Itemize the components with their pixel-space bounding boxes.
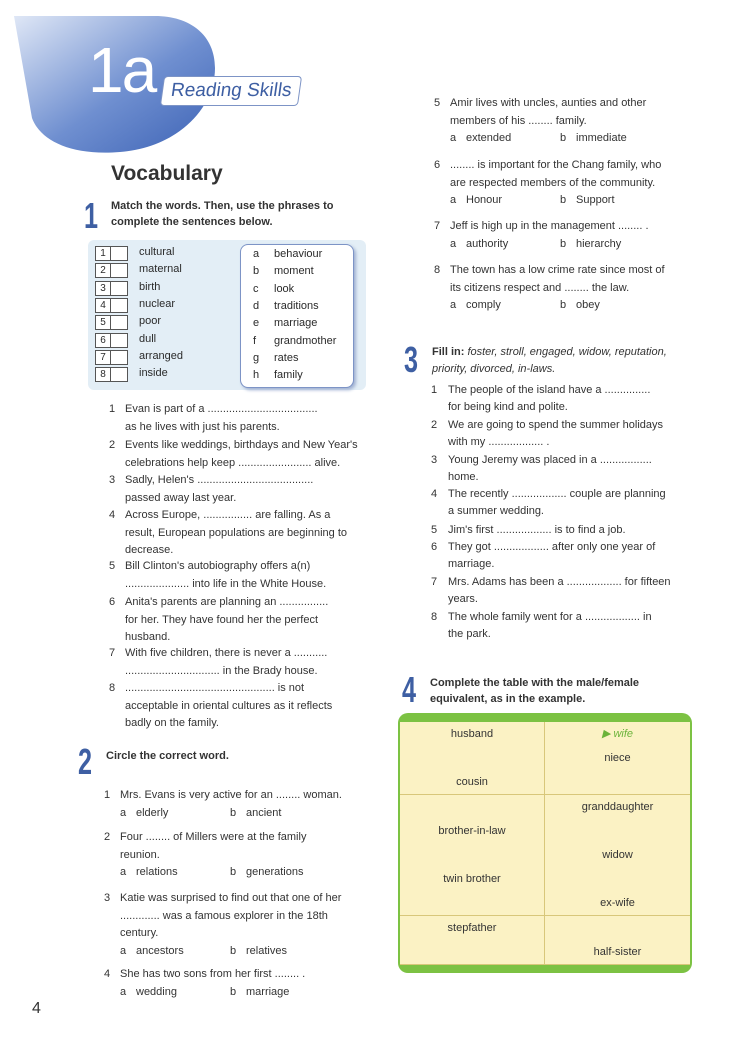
example-arrow-icon: ▶ <box>601 728 611 740</box>
item-text: a summer wedding. <box>448 505 544 517</box>
item-text: husband. <box>125 631 171 643</box>
option-a-text: Honour <box>466 194 503 206</box>
match-phrase: traditions <box>274 299 319 312</box>
option-b-text: relatives <box>246 944 287 957</box>
item-number: 2 <box>104 831 111 843</box>
option-b-text: obey <box>576 299 600 311</box>
match-phrase: grandmother <box>274 334 337 347</box>
table-cell-female: ex-wife <box>545 891 690 916</box>
match-phrase: family <box>274 369 303 382</box>
match-word: inside <box>139 367 168 380</box>
match-letter: b <box>253 265 260 278</box>
table-cell-male: stepfather <box>400 916 545 941</box>
match-answer-box[interactable] <box>110 333 128 348</box>
exercise-number: 2 <box>78 741 93 782</box>
match-word: poor <box>139 315 162 328</box>
item-text: ........ is important for the Chang family, who <box>450 159 662 171</box>
item-text: century. <box>120 927 159 939</box>
matching-right-column <box>240 244 354 388</box>
match-number: 2 <box>95 263 111 278</box>
item-text: are respected members of the community. <box>450 176 656 189</box>
example-answer: wife <box>613 728 634 740</box>
match-phrase: behaviour <box>274 248 323 260</box>
instruction-prefix: Fill in: <box>432 346 465 358</box>
item-text: The recently .................. couple are planning <box>448 488 666 500</box>
match-letter: e <box>253 317 260 330</box>
match-answer-box[interactable] <box>110 246 128 261</box>
instruction-words: priority, divorced, in-laws. <box>432 363 556 375</box>
match-word: dull <box>139 332 157 345</box>
match-letter: c <box>253 282 259 295</box>
match-letter: f <box>253 334 257 347</box>
option-a-text: ancestors <box>136 944 184 957</box>
option-b-text: hierarchy <box>576 237 622 250</box>
item-text: marriage. <box>448 558 495 570</box>
item-text: She has two sons from her first ........ . <box>120 968 306 980</box>
option-a[interactable]: a Honour <box>450 194 503 206</box>
item-number: 7 <box>434 220 441 232</box>
exercise-instruction <box>432 344 667 360</box>
item-number: 2 <box>109 439 116 451</box>
item-number: 1 <box>104 789 111 801</box>
match-word: arranged <box>139 349 184 362</box>
exercise-number: 3 <box>404 339 419 380</box>
male-female-table <box>400 722 690 966</box>
option-a-text: extended <box>466 132 512 144</box>
item-number: 8 <box>109 682 116 694</box>
table-cell-female: granddaughter <box>545 795 690 820</box>
match-number: 8 <box>95 367 111 382</box>
item-number: 5 <box>434 97 441 109</box>
match-letter: d <box>253 299 260 312</box>
table-cell-female[interactable] <box>545 770 690 795</box>
option-a[interactable]: a authority <box>450 237 509 250</box>
item-text: ..................... into life in the White House. <box>125 577 327 590</box>
match-answer-box[interactable] <box>110 298 128 313</box>
table-cell-male: husband <box>400 722 545 747</box>
exercise-instruction: Match the words. Then, use the phrases to complete the sentences below. <box>111 200 334 228</box>
item-text: acceptable in oriental cultures as it reflects <box>125 699 333 712</box>
exercise-instruction: Circle the correct word. <box>106 750 229 762</box>
item-text: Anita's parents are planning an ................ <box>125 596 329 608</box>
item-text: celebrations help keep ........................ alive. <box>125 456 341 469</box>
item-number: 6 <box>109 596 116 608</box>
instruction-words: foster, stroll, engaged, widow, reputation, <box>467 346 667 358</box>
item-text: Jeff is high up in the management ........ . <box>450 220 649 232</box>
item-text: Young Jeremy was placed in a ................. <box>448 454 652 466</box>
match-number: 4 <box>95 298 111 313</box>
item-number: 7 <box>431 576 438 588</box>
item-number: 5 <box>109 560 116 572</box>
table-cell-male: brother-in-law <box>400 819 545 844</box>
table-cell-female: widow <box>545 843 690 868</box>
item-text: years. <box>448 593 478 605</box>
item-text: with my .................. . <box>448 436 550 448</box>
match-number: 5 <box>95 315 111 330</box>
table-cell-male[interactable] <box>400 940 545 965</box>
match-word: cultural <box>139 246 175 258</box>
option-b[interactable]: b immediate <box>560 132 627 144</box>
item-text: ................................................. is not <box>125 682 305 694</box>
item-text: Evan is part of a .................................... <box>125 403 318 415</box>
item-text: reunion. <box>120 848 160 861</box>
item-text: The town has a low crime rate since most of <box>450 264 665 276</box>
item-text: the park. <box>448 628 491 640</box>
item-text: Mrs. Evans is very active for an ........ woman. <box>120 789 342 801</box>
table-cell-female: half-sister <box>545 940 690 965</box>
table-cell-female[interactable] <box>545 819 690 844</box>
item-text: badly on the family. <box>125 717 219 729</box>
item-number: 8 <box>434 264 441 276</box>
option-b[interactable]: b hierarchy <box>560 237 622 250</box>
table-cell-male: twin brother <box>400 867 545 892</box>
item-text: They got .................. after only one year of <box>448 541 656 553</box>
unit-number: 1a <box>88 34 156 106</box>
match-letter: a <box>253 248 260 260</box>
item-text: The whole family went for a .................. in <box>448 611 652 623</box>
exercise-instruction: equivalent, as in the example. <box>430 693 586 705</box>
table-cell-female <box>545 722 690 747</box>
option-a[interactable]: a comply <box>450 299 501 311</box>
option-b[interactable]: b Support <box>560 194 615 206</box>
option-a[interactable]: a relations <box>120 866 178 878</box>
item-number: 1 <box>431 384 438 396</box>
match-number: 1 <box>95 246 111 261</box>
item-number: 3 <box>104 892 111 904</box>
match-phrase: marriage <box>274 317 318 330</box>
item-text: Mrs. Adams has been a .................. for fifteen <box>448 576 671 588</box>
item-number: 7 <box>109 647 116 659</box>
section-tag: Reading Skills <box>160 76 303 106</box>
item-text: members of his ........ family. <box>450 114 587 127</box>
match-letter: h <box>253 369 260 382</box>
exercise-number: 1 <box>84 195 99 236</box>
item-text: passed away last year. <box>125 491 237 504</box>
item-text: as he lives with just his parents. <box>125 420 280 433</box>
item-text: Events like weddings, birthdays and New Year's <box>125 439 358 451</box>
item-number: 5 <box>431 524 438 536</box>
item-text: its citizens respect and ........ the law. <box>450 281 630 294</box>
table-cell-male: cousin <box>400 770 545 795</box>
item-text: The people of the island have a ............... <box>448 384 651 396</box>
item-number: 4 <box>109 509 116 521</box>
match-phrase: rates <box>274 351 299 364</box>
match-answer-box[interactable] <box>110 350 128 365</box>
item-number: 1 <box>109 403 116 415</box>
match-answer-box[interactable] <box>110 315 128 330</box>
option-a[interactable]: a elderly <box>120 806 169 819</box>
table-cell-male[interactable] <box>400 891 545 916</box>
item-text: for being kind and polite. <box>448 401 568 413</box>
match-answer-box[interactable] <box>110 263 128 278</box>
option-b[interactable]: b ancient <box>230 806 282 819</box>
option-a-text: wedding <box>136 985 177 998</box>
item-text: Across Europe, ................ are falling. As a <box>125 509 331 521</box>
table-cell-female[interactable] <box>545 867 690 892</box>
match-letter: g <box>253 351 260 364</box>
table-cell-female: niece <box>545 746 690 771</box>
item-text: home. <box>448 471 479 483</box>
item-number: 6 <box>434 159 441 171</box>
item-text: Katie was surprised to find out that one of her <box>120 892 342 904</box>
option-b-text: immediate <box>576 132 627 144</box>
item-text: Jim's first .................. is to find a job. <box>448 524 626 536</box>
item-text: Four ........ of Millers were at the family <box>120 831 307 843</box>
match-word: birth <box>139 280 161 293</box>
option-b-text: generations <box>246 866 304 878</box>
option-b-text: ancient <box>246 806 282 819</box>
option-b-text: Support <box>576 194 615 206</box>
option-b[interactable]: b generations <box>230 866 304 878</box>
item-text: Sadly, Helen's ...................................... <box>125 474 314 486</box>
item-text: for her. They have found her the perfect <box>125 613 319 626</box>
table-cell-male[interactable] <box>400 843 545 868</box>
option-b[interactable]: b marriage <box>230 985 290 998</box>
match-answer-box[interactable] <box>110 367 128 382</box>
option-a[interactable]: a extended <box>450 132 512 144</box>
exercise-instruction: Complete the table with the male/female <box>430 677 640 689</box>
item-text: Amir lives with uncles, aunties and other <box>450 97 647 109</box>
match-phrase: look <box>274 282 295 295</box>
option-a[interactable]: a wedding <box>120 985 177 998</box>
item-text: With five children, there is never a ........... <box>125 647 328 659</box>
match-phrase: moment <box>274 265 314 278</box>
item-number: 8 <box>431 611 438 623</box>
option-a[interactable]: a ancestors <box>120 944 184 957</box>
table-cell-male[interactable] <box>400 746 545 771</box>
option-b[interactable]: b relatives <box>230 944 287 957</box>
table-cell-male[interactable] <box>400 795 545 820</box>
page-number: 4 <box>32 1000 41 1017</box>
option-a-text: comply <box>466 299 501 311</box>
match-number: 7 <box>95 350 111 365</box>
item-number: 2 <box>431 419 438 431</box>
match-word: maternal <box>139 263 182 276</box>
option-b-text: marriage <box>246 985 290 998</box>
table-cell-female[interactable] <box>545 916 690 941</box>
item-text: result, European populations are beginning to <box>125 526 347 539</box>
exercise-number: 4 <box>402 669 417 710</box>
item-text: decrease. <box>125 544 174 556</box>
item-number: 6 <box>431 541 438 553</box>
item-number: 4 <box>431 488 438 500</box>
match-word: nuclear <box>139 297 176 310</box>
item-text: Bill Clinton's autobiography offers a(n) <box>125 560 311 572</box>
match-answer-box[interactable] <box>110 281 128 296</box>
item-number: 3 <box>431 454 438 466</box>
page-title: Vocabulary <box>111 162 223 185</box>
option-b[interactable]: b obey <box>560 299 600 311</box>
option-a-text: elderly <box>136 806 169 819</box>
match-number: 6 <box>95 333 111 348</box>
item-text: ............. was a famous explorer in the 18th <box>120 909 328 922</box>
item-text: ............................... in the Brady house. <box>125 664 318 677</box>
item-number: 4 <box>104 968 111 980</box>
option-a-text: authority <box>466 237 509 250</box>
option-a-text: relations <box>136 866 178 878</box>
item-text: We are going to spend the summer holidays <box>448 419 664 431</box>
item-number: 3 <box>109 474 116 486</box>
match-number: 3 <box>95 281 111 296</box>
